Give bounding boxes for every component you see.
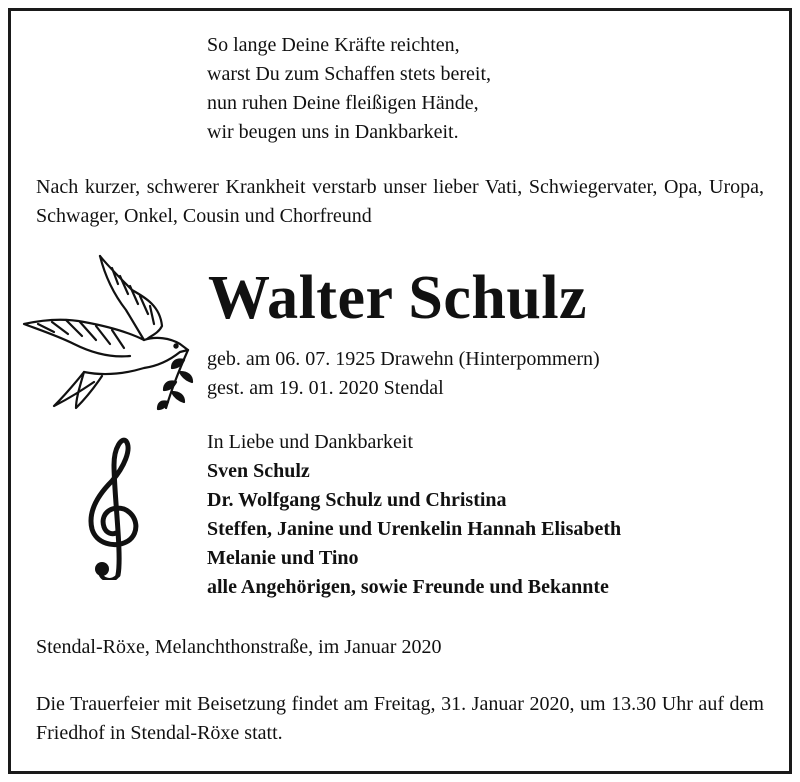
place-date: Stendal-Röxe, Melanchthonstraße, im Januar 2020 — [36, 636, 442, 658]
funeral-service-text: Die Trauerfeier mit Beisetzung findet am Freitag, 31. Januar 2020, um 13.30 Uhr auf dem Friedhof in Stendal-Röxe statt. — [36, 693, 764, 744]
birth-date: geb. am 06. 07. 1925 Drawehn (Hinterpommern) — [207, 348, 600, 370]
death-date: gest. am 19. 01. 2020 Stendal — [207, 377, 444, 399]
mourner-name: Sven Schulz — [207, 460, 310, 482]
poem-line: So lange Deine Kräfte reichten, — [207, 34, 460, 56]
poem-line: wir beugen uns in Dankbarkeit. — [207, 121, 459, 143]
mourner-name: Dr. Wolfgang Schulz und Christina — [207, 489, 507, 511]
treble-clef-icon — [84, 435, 146, 580]
dove-icon — [20, 248, 200, 413]
poem-line: warst Du zum Schaffen stets bereit, — [207, 63, 491, 85]
deceased-name: Walter Schulz — [208, 264, 588, 332]
poem-line: nun ruhen Deine fleißigen Hände, — [207, 92, 479, 114]
mourners-heading: In Liebe und Dankbarkeit — [207, 431, 414, 453]
intro-text: Nach kurzer, schwerer Krankheit verstarb unser lieber Vati, Schwiegervater, Opa, Uropa, Schwager, Onkel, Cousin und Chorfreund — [36, 176, 764, 227]
mourner-name: Steffen, Janine und Urenkelin Hannah Elisabeth — [207, 518, 622, 540]
mourner-name: Melanie und Tino — [207, 547, 359, 569]
mourners-block — [207, 428, 621, 602]
poem — [207, 31, 491, 147]
mourner-name: alle Angehörigen, sowie Freunde und Bekannte — [207, 576, 609, 598]
life-dates — [207, 345, 600, 403]
